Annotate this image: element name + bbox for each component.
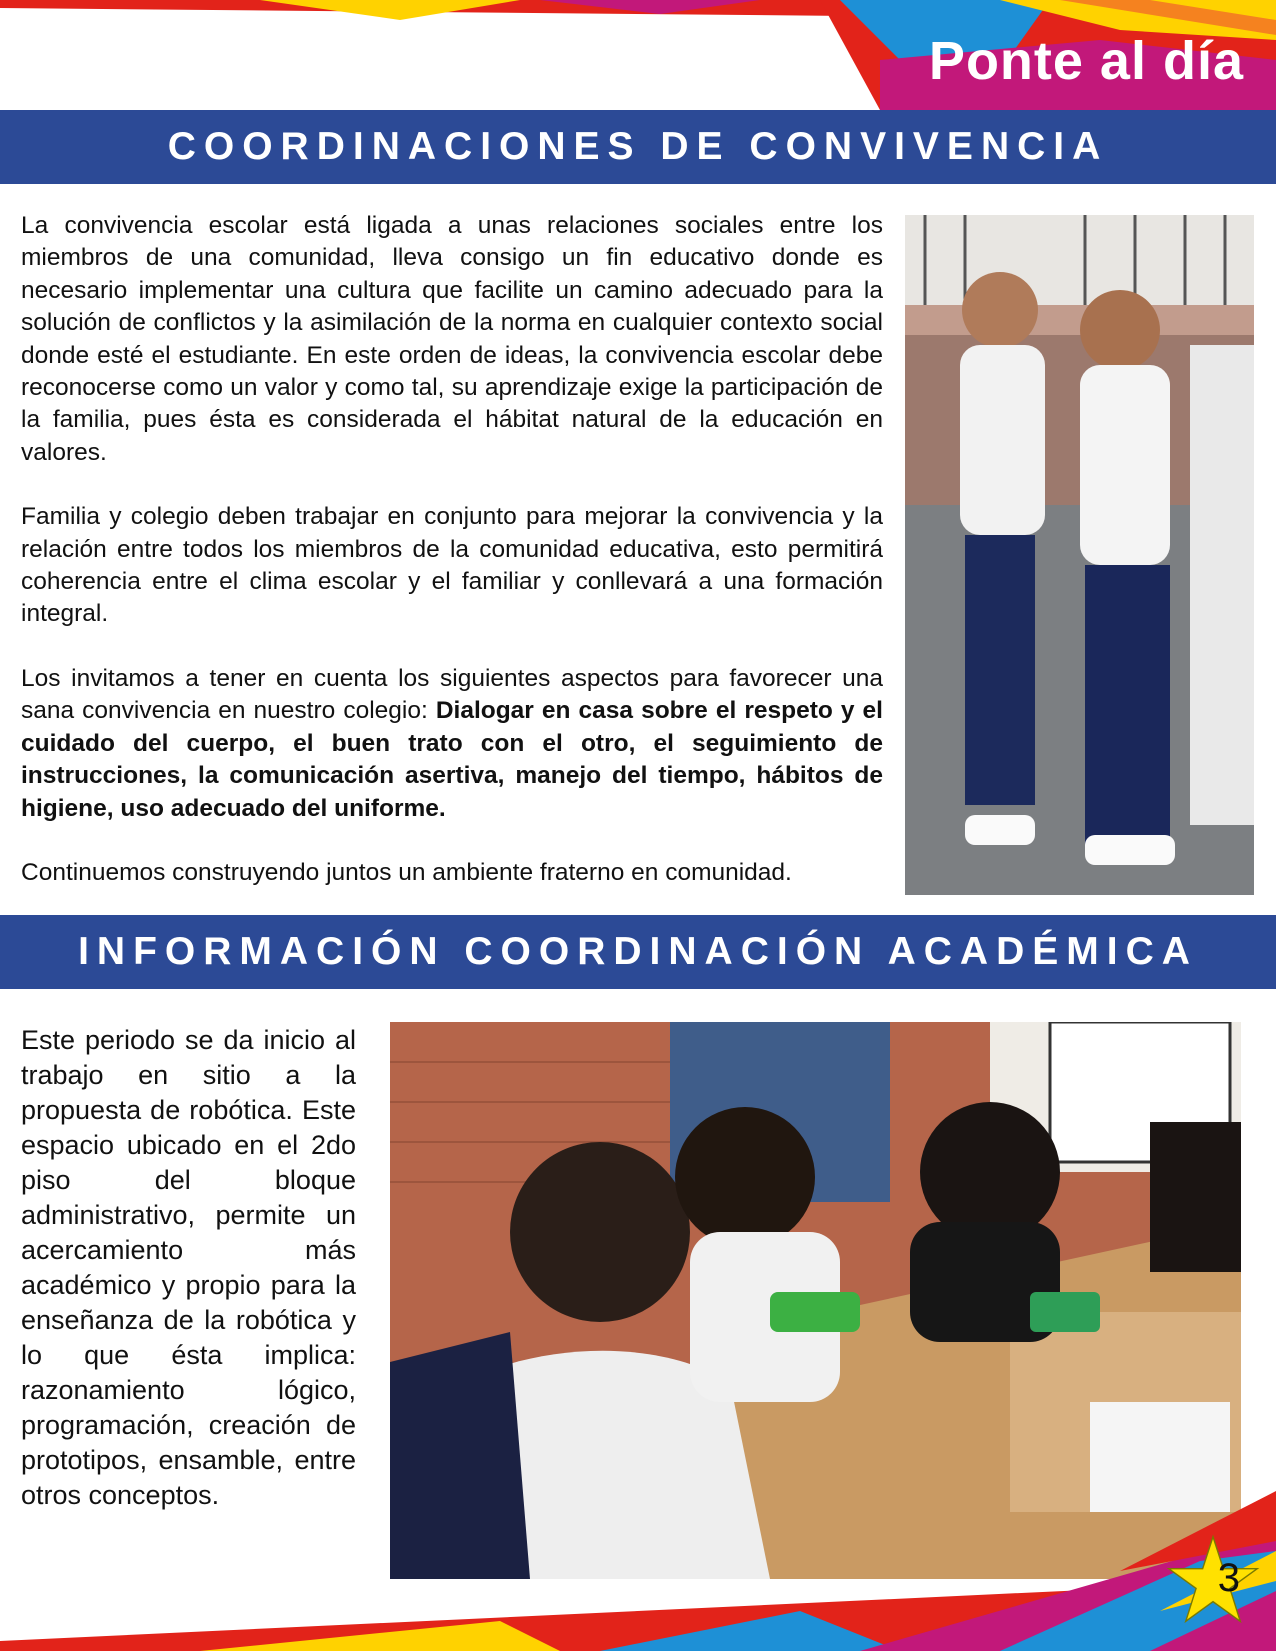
star-icon: [1166, 1533, 1260, 1627]
header-title: Ponte al día: [928, 31, 1244, 91]
page-number: 3: [1217, 1556, 1240, 1600]
footer-decoration: [0, 1491, 1276, 1651]
convivencia-paragraph-1: La convivencia escolar está ligada a unas relaciones sociales entre los miembros de una comunidad, lleva consigo un fin educativo donde es necesario implementar una cultura que facilite un camino adecuado para la solución de conflictos y la asimilación de la norma en cualquier contexto social donde esté el estudiante. En este orden de ideas, la convivencia escolar debe reconocerse como un valor y como tal, su aprendizaje exige la participación de la familia, pues ésta es considerada el hábitat natural de la educación en valores.: [21, 212, 883, 466]
convivencia-paragraph-2: Familia y colegio deben trabajar en conjunto para mejorar la convivencia y la relación entre todos los miembros de la comunidad educativa, esto permitirá coherencia entre el clima escolar y el familiar y conllevará a una formación integral.: [21, 503, 883, 628]
convivencia-text: [21, 210, 883, 921]
academica-paragraph-1: Este periodo se da inicio al trabajo en sitio a la propuesta de robótica. Este espacio ubicado en el 2do piso del bloque administrativo, permite un acercamiento más académico y propio para la enseñanza de la robótica y lo que ésta implica: razonamiento lógico, programación, creación de prototipos, ensamble, entre otros conceptos.: [21, 1025, 356, 1510]
convivencia-paragraph-3: [21, 663, 883, 825]
section-heading-convivencia: COORDINACIONES DE CONVIVENCIA: [0, 110, 1276, 184]
students-photo: [905, 215, 1254, 895]
section-heading-academica: INFORMACIÓN COORDINACIÓN ACADÉMICA: [0, 915, 1276, 989]
convivencia-paragraph-3-bold: Dialogar en casa sobre el respeto y el cuidado del cuerpo, el buen trato con el otro, el seguimiento de instrucciones, la comunicación asertiva, manejo del tiempo, hábitos de higiene, uso adecuado del uniforme.: [21, 697, 883, 822]
academica-text: [21, 1023, 356, 1513]
convivencia-paragraph-3-intro: Los invitamos a tener en cuenta los siguientes aspectos para favorecer una sana convivencia en nuestro colegio:: [21, 664, 883, 725]
convivencia-paragraph-4: Continuemos construyendo juntos un ambiente fraterno en comunidad.: [21, 858, 792, 886]
